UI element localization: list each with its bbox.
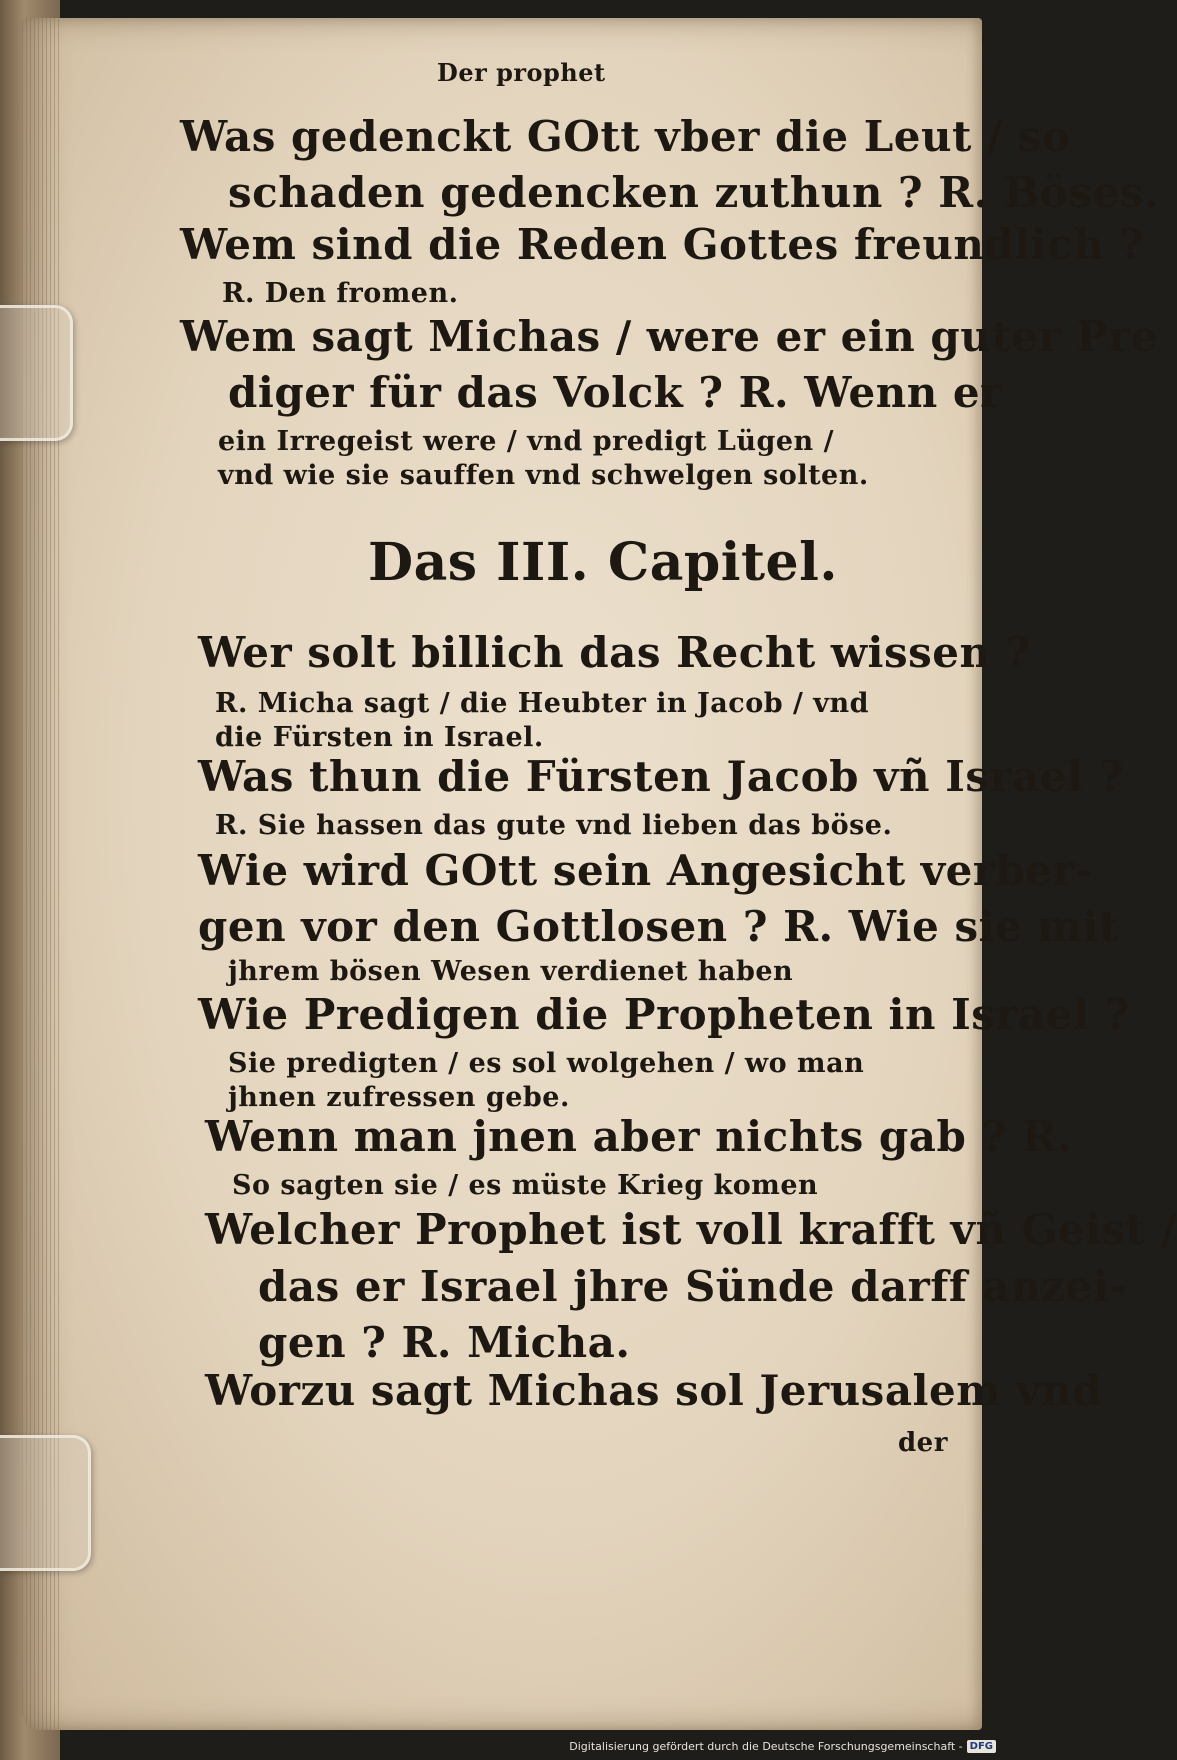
digitization-credit bbox=[569, 1736, 996, 1756]
text-line: Wer solt billich das Recht wissen ? bbox=[198, 628, 1031, 677]
text-line: Was thun die Fürsten Jacob vñ Israel ? bbox=[198, 752, 1124, 801]
text-line: So sagten sie / es müste Krieg komen bbox=[232, 1170, 819, 1201]
credit-text: Digitalisierung gefördert durch die Deutsche Forschungsgemeinschaft - bbox=[569, 1739, 963, 1753]
text-line: das er Israel jhre Sünde darff anzei- bbox=[258, 1262, 1128, 1311]
text-line: Was gedenckt GOtt vber die Leut / so bbox=[180, 112, 1071, 161]
running-head: Der prophet bbox=[437, 58, 606, 87]
text-line: Wenn man jnen aber nichts gab ? R. bbox=[205, 1112, 1073, 1161]
text-line: Wie Predigen die Propheten in Israel ? bbox=[198, 990, 1130, 1039]
text-line: jhrem bösen Wesen verdienet haben bbox=[228, 956, 794, 987]
text-line: R. Den fromen. bbox=[222, 278, 459, 309]
text-line: vnd wie sie sauffen vnd schwelgen solten. bbox=[218, 460, 869, 491]
dfg-logo: DFG bbox=[967, 1740, 996, 1753]
text-line: ein Irregeist were / vnd predigt Lügen / bbox=[218, 426, 834, 457]
text-line: Wie wird GOtt sein Angesicht verber- bbox=[198, 846, 1094, 895]
text-line: die Fürsten in Israel. bbox=[215, 722, 544, 753]
text-line: Welcher Prophet ist voll krafft vñ Geist / bbox=[205, 1205, 1177, 1254]
text-line: Wem sagt Michas / were er ein guter Pre bbox=[180, 312, 1159, 361]
text-line: gen vor den Gottlosen ? R. Wie sie mit bbox=[198, 902, 1119, 951]
text-line: schaden gedencken zuthun ? R. Böses. bbox=[228, 168, 1160, 217]
text-line: Sie predigten / es sol wolgehen / wo man bbox=[228, 1048, 865, 1079]
text-line: gen ? R. Micha. bbox=[258, 1318, 631, 1367]
text-line: Wem sind die Reden Gottes freundlich ? bbox=[180, 220, 1145, 269]
chapter-title: Das III. Capitel. bbox=[368, 532, 838, 593]
text-line: Worzu sagt Michas sol Jerusalem vnd bbox=[205, 1366, 1103, 1415]
text-line: R. Micha sagt / die Heubter in Jacob / vnd bbox=[215, 688, 869, 719]
catchword: der bbox=[898, 1428, 948, 1458]
text-line: R. Sie hassen das gute vnd lieben das böse. bbox=[215, 810, 893, 841]
text-line: jhnen zufressen gebe. bbox=[228, 1082, 570, 1113]
text-line: diger für das Volck ? R. Wenn er bbox=[228, 368, 1003, 417]
